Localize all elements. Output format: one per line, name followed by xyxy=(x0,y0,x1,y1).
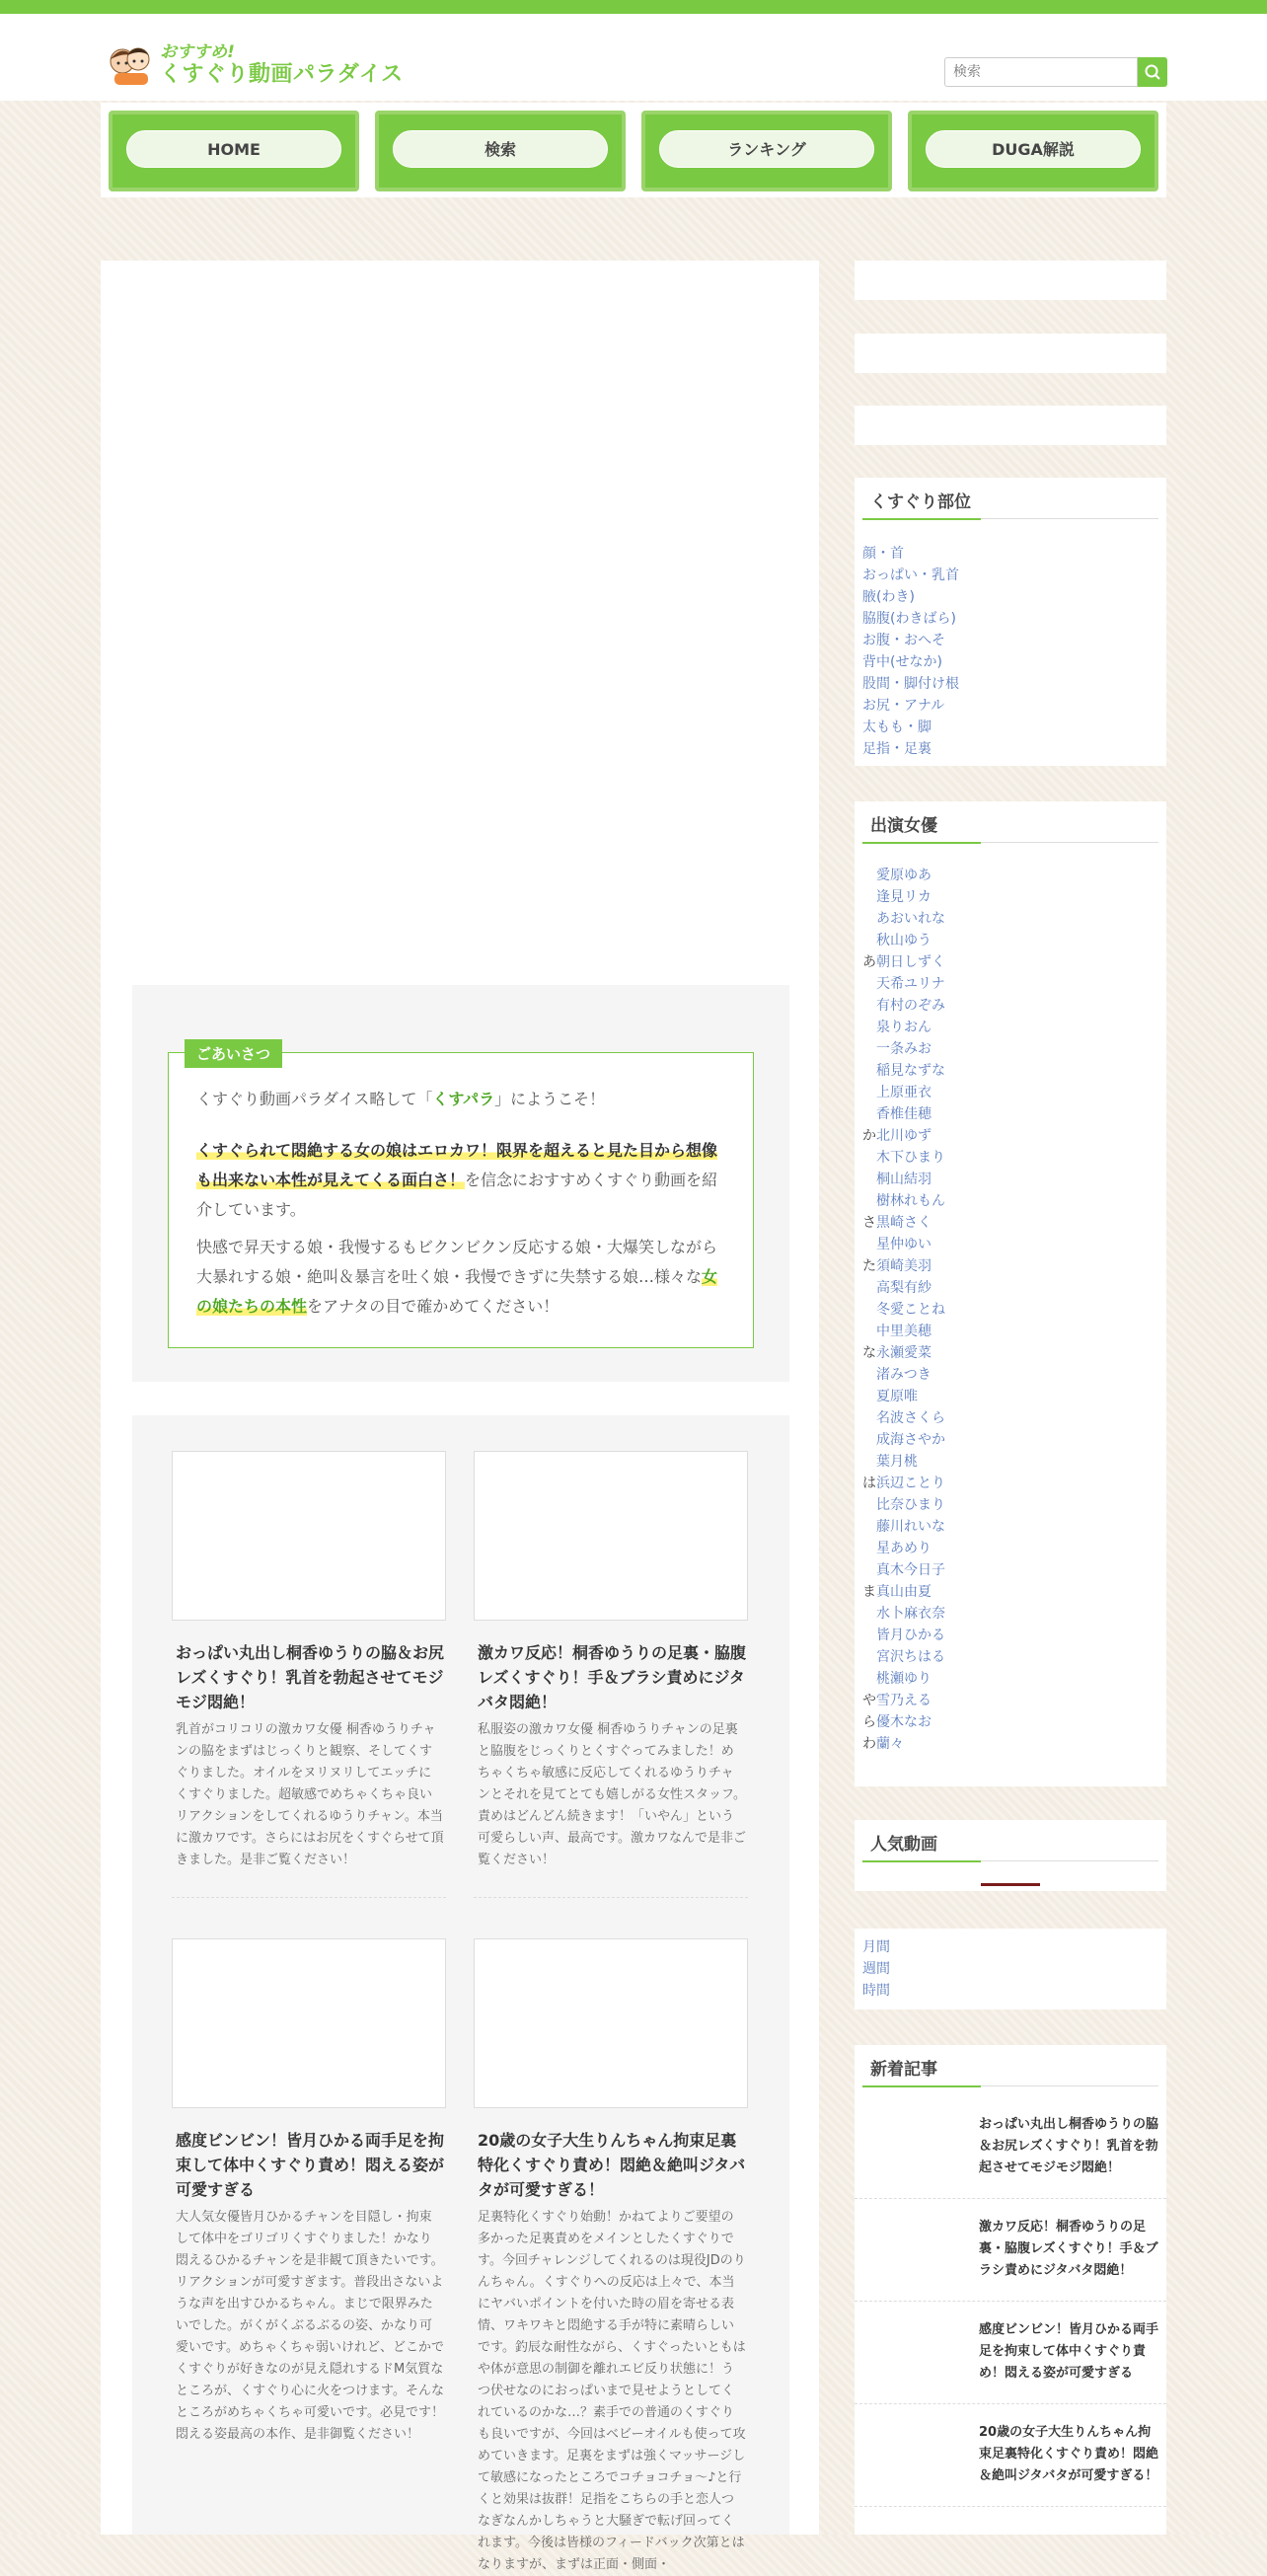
actress-link[interactable]: あおいれな xyxy=(876,911,945,927)
divider xyxy=(172,1897,446,1898)
post-thumbnail[interactable] xyxy=(474,1451,748,1621)
actress-link[interactable]: 天希ユリナ xyxy=(876,976,945,992)
nav-label: HOME xyxy=(126,130,341,168)
recent-title[interactable]: 20歳の女子大生りんちゃん拘束足裏特化くすぐり責め！悶絶＆絶叫ジタバタが可愛すぎる！ xyxy=(979,2425,1159,2483)
actress-link[interactable]: 名波さくら xyxy=(876,1410,945,1426)
actress-link[interactable]: 渚みつき xyxy=(876,1367,932,1383)
nav-label: ランキング xyxy=(659,130,874,168)
actress-link[interactable]: 皆月ひかる xyxy=(876,1628,945,1643)
sidebar-widget-empty xyxy=(855,406,1166,445)
global-nav xyxy=(101,103,1166,197)
kusupara-highlight: くすパラ xyxy=(432,1090,495,1108)
actress-link[interactable]: 桐山結羽 xyxy=(876,1172,932,1187)
actress-link[interactable]: 木下ひまり xyxy=(876,1150,945,1166)
recent-title[interactable]: 激カワ反応！桐香ゆうりの足裏・脇腹レズくすぐり！手＆ブラシ責めにジタバタ悶絶！ xyxy=(979,2220,1158,2278)
recent-item[interactable] xyxy=(855,2302,1166,2404)
period-link[interactable]: 週間 xyxy=(862,1961,890,1977)
actress-link[interactable]: 蘭々 xyxy=(876,1736,904,1752)
actress-link[interactable]: 須崎美羽 xyxy=(876,1258,932,1274)
kana-index-label: わ xyxy=(862,1736,876,1752)
greeting-motto xyxy=(196,1136,729,1225)
actress-link[interactable]: 有村のぞみ xyxy=(876,998,945,1014)
greeting-section xyxy=(132,985,789,1382)
nav-label: DUGA解説 xyxy=(926,130,1141,168)
kana-index-label: な xyxy=(862,1345,876,1361)
post-thumbnail[interactable] xyxy=(172,1451,446,1621)
kana-index-label: た xyxy=(862,1258,876,1274)
part-link[interactable]: 背中(せなか) xyxy=(862,654,942,670)
actress-link[interactable]: 藤川れいな xyxy=(876,1519,945,1535)
actress-link[interactable]: 樹林れもん xyxy=(876,1193,945,1209)
actress-link[interactable]: 成海さやか xyxy=(876,1432,945,1448)
actress-link[interactable]: 星仲ゆい xyxy=(876,1237,932,1252)
actress-link[interactable]: 星あめり xyxy=(876,1541,932,1556)
sidebar-period-widget xyxy=(855,1929,1166,2009)
motto-highlight: くすぐられて悶絶する女の娘はエロカワ！限界を超えると見た目から想像も出来ない本性が見えてくる面白さ！ xyxy=(196,1141,718,1189)
sidebar-actress-widget xyxy=(855,801,1166,1786)
post-title[interactable]: おっぱい丸出し桐香ゆうりの脇＆お尻レズくすぐり！乳首を勃起させてモジモジ悶絶！ xyxy=(176,1643,445,1711)
actress-link[interactable]: 永瀬愛菜 xyxy=(876,1345,932,1361)
post-excerpt: 私服姿の激カワ女優 桐香ゆうりチャンの足裏と脇腹をじっくりとくすぐってみました！めちゃくちゃ敏感に反応してくれるゆうりチャンとそれを見てとても嬉しがる女性スタッフ。責めはどんどん続きます！「いやん」という可愛らしい声、最高です。激カワなんで是非ご覧ください！ xyxy=(478,1722,746,1867)
actress-link[interactable]: 夏原唯 xyxy=(876,1389,918,1404)
period-link[interactable]: 時間 xyxy=(862,1983,890,1999)
greeting-intro xyxy=(196,1085,729,1114)
actress-link[interactable]: 秋山ゆう xyxy=(876,933,932,948)
part-link[interactable]: おっぱい・乳首 xyxy=(862,568,959,583)
part-link[interactable]: 足指・足裏 xyxy=(862,741,932,757)
greeting-text: を信念におすすめくすぐり動画を紹介しています。 xyxy=(196,1171,718,1219)
greeting-label: ごあいさつ xyxy=(185,1039,282,1068)
post-title[interactable]: 20歳の女子大生りんちゃん拘束足裏特化くすぐり責め！悶絶＆絶叫ジタバタが可愛すぎる！ xyxy=(478,2131,746,2199)
greeting-body xyxy=(196,1233,729,1322)
greeting-text: 快感で昇天する娘・我慢するもビクンビクン反応する娘・大爆笑しながら大暴れする娘・絶叫＆暴言を吐く娘・我慢できずに失禁する娘…様々な xyxy=(196,1238,718,1286)
widget-title: 出演女優 xyxy=(862,811,1158,843)
post-excerpt: 乳首がコリコリの激カワ女優 桐香ゆうりチャンの脇をまずはじっくりと観察、そしてくすぐりました。オイルをヌリヌリしてエッチにくすぐりました。超敏感でめちゃくちゃ良いリアクションをしてくれるゆうりチャン。本当に激カワです。さらにはお尻をくすぐらせて頂きました。是非ご覧ください！ xyxy=(176,1722,444,1867)
kana-index-label: か xyxy=(862,1128,876,1144)
kana-index-label: や xyxy=(862,1693,876,1708)
recent-title[interactable]: 感度ビンビン！皆月ひかる両手足を拘束して体中くすぐり責め！悶える姿が可愛すぎる xyxy=(979,2322,1159,2381)
widget-title: くすぐり部位 xyxy=(862,488,1158,519)
actress-link[interactable]: 一条みお xyxy=(876,1041,932,1057)
loading-bar xyxy=(981,1883,1040,1886)
search-form xyxy=(944,57,1167,87)
sidebar-parts-widget xyxy=(855,478,1166,766)
actress-link[interactable]: 泉りおん xyxy=(876,1020,932,1035)
actress-link[interactable]: 冬愛ことね xyxy=(876,1302,945,1318)
actress-link[interactable]: 逢見リカ xyxy=(876,889,932,905)
part-link[interactable]: 腋(わき) xyxy=(862,589,915,605)
actress-link[interactable]: 優木なお xyxy=(876,1714,932,1730)
sidebar-widget-empty xyxy=(855,334,1166,373)
logo-tagline: おすすめ! xyxy=(160,42,235,62)
actress-link[interactable]: 中里美穂 xyxy=(876,1324,932,1339)
recent-title[interactable]: おっぱい丸出し桐香ゆうりの脇＆お尻レズくすぐり！乳首を勃起させてモジモジ悶絶！ xyxy=(979,2117,1159,2175)
actress-link[interactable]: 香椎佳穂 xyxy=(876,1106,932,1122)
kana-index-label: さ xyxy=(862,1215,876,1231)
greeting-text: くすぐり動画パラダイス略して「 xyxy=(196,1090,433,1108)
main-content xyxy=(101,261,819,2572)
nav-home[interactable] xyxy=(109,111,359,191)
sidebar-popular-widget xyxy=(855,1820,1166,1891)
part-link[interactable]: お尻・アナル xyxy=(862,698,945,714)
post-thumbnail[interactable] xyxy=(172,1938,446,2108)
divider xyxy=(474,1897,748,1898)
logo-title: くすぐり動画パラダイス xyxy=(160,62,404,87)
actress-link[interactable]: 雪乃える xyxy=(876,1693,932,1708)
sidebar-recent-widget xyxy=(855,2045,1166,2535)
kana-index-label: あ xyxy=(862,954,876,970)
actress-link[interactable]: 黒崎さく xyxy=(876,1215,932,1231)
nav-label: 検索 xyxy=(393,130,608,168)
actress-link[interactable]: 桃瀬ゆり xyxy=(876,1671,932,1687)
greeting-box xyxy=(168,1045,754,1348)
actress-link[interactable]: 高梨有紗 xyxy=(876,1280,932,1296)
nav-duga[interactable] xyxy=(908,111,1158,191)
post-title[interactable]: 激カワ反応！桐香ゆうりの足裏・脇腹レズくすぐり！手＆ブラシ責めにジタバタ悶絶！ xyxy=(478,1643,747,1711)
actress-link[interactable]: 朝日しずく xyxy=(876,954,945,970)
actress-link[interactable]: 愛原ゆあ xyxy=(876,868,932,883)
nature-highlight: 女の娘たちの本性 xyxy=(196,1267,718,1316)
recent-item[interactable] xyxy=(855,2199,1166,2302)
widget-title: 新着記事 xyxy=(862,2055,1158,2086)
kana-index-label: は xyxy=(862,1476,876,1491)
post-list xyxy=(132,1415,789,2572)
nav-search[interactable] xyxy=(375,111,626,191)
part-link[interactable]: 股間・脚付け根 xyxy=(862,676,959,692)
actress-link[interactable]: 葉月桃 xyxy=(876,1454,918,1470)
actress-link[interactable]: 上原亜衣 xyxy=(876,1085,932,1100)
search-button[interactable] xyxy=(1138,57,1167,87)
actress-link[interactable]: 真木今日子 xyxy=(876,1562,945,1578)
part-link[interactable]: 顔・首 xyxy=(862,546,904,562)
greeting-text: 」にようこそ！ xyxy=(494,1090,606,1108)
widget-title: 人気動画 xyxy=(862,1830,1158,1861)
actress-link[interactable]: 稲見なずな xyxy=(876,1063,945,1079)
search-icon xyxy=(1138,57,1167,87)
actress-link[interactable]: 水卜麻衣奈 xyxy=(876,1606,945,1622)
period-link[interactable]: 月間 xyxy=(862,1939,890,1955)
part-link[interactable]: 脇腹(わきばら) xyxy=(862,611,956,627)
actress-link[interactable]: 真山由夏 xyxy=(876,1584,932,1600)
top-accent-bar xyxy=(0,0,1267,14)
recent-item[interactable] xyxy=(855,2404,1166,2507)
part-link[interactable]: お腹・おへそ xyxy=(862,633,945,648)
nav-ranking[interactable] xyxy=(641,111,892,191)
post-excerpt: 大人気女優皆月ひかるチャンを目隠し・拘束して体中をゴリゴリくすぐりました！かなり悶えるひかるチャンを是非観て頂きたいです。リアクションが可愛すぎます。普段出さないような声を出すひかるちゃん。まじで限界みたいでした。がくがくぶるぶるの姿、かなり可愛いです。めちゃくちゃ弱いけれど、どこかでくすぐりが好きなのが見え隠れするドM気質なところが、くすぐり心に火をつけます。そんなところがめちゃくちゃ可愛いです。必見です！悶える姿最高の本作、是非御覧ください！ xyxy=(176,2210,444,2442)
recent-item[interactable] xyxy=(855,2096,1166,2199)
post-thumbnail[interactable] xyxy=(474,1938,748,2108)
actress-link[interactable]: 宮沢ちはる xyxy=(876,1649,945,1665)
sidebar-widget-empty xyxy=(855,261,1166,300)
post-title[interactable]: 感度ビンビン！皆月ひかる両手足を拘束して体中くすぐり責め！悶える姿が可愛すぎる xyxy=(176,2131,445,2199)
mascot-icon xyxy=(107,39,154,87)
actress-link[interactable]: 北川ゆず xyxy=(876,1128,932,1144)
search-input[interactable] xyxy=(944,57,1138,87)
site-logo[interactable] xyxy=(107,36,404,95)
part-link[interactable]: 太もも・脚 xyxy=(862,720,932,735)
kana-index-label: ま xyxy=(862,1584,876,1600)
greeting-text: をアナタの目で確かめてください！ xyxy=(307,1297,559,1316)
site-header xyxy=(0,14,1267,101)
post-excerpt: 足裏特化くすぐり始動！かねてよりご要望の多かった足裏責めをメインとしたくすぐりです。今回チャレンジしてくれるのは現役JDのりんちゃん。くすぐりへの反応は上々で、本当にヤバいポイントを付いた時の眉を寄せる表情、ワキワキと悶絶する手が特に素晴らしいです。釣辰な耐性ながら、くすぐったいともはや体が意思の制御を離れエビ反り状態に！うつ伏せなのにおっぱいまで見せようとしてくれているのかな…？素手での普通のくすぐりも良いですが、今回はベビーオイルも使って攻めていきます。足裏をまずは強くマッサージして敏感になったところでコチョコチョ～♪と行くと効果は抜群！足指をこちらの手と恋人つなぎなんかしちゃうと大騒ぎで転げ回ってくれます。今後は皆様のフィードバック次第とはなりますが、まずは正面・側面・ xyxy=(478,2210,746,2572)
actress-link[interactable]: 比奈ひまり xyxy=(876,1497,945,1513)
kana-index-label: ら xyxy=(862,1714,876,1730)
actress-link[interactable]: 浜辺ことり xyxy=(876,1476,945,1491)
